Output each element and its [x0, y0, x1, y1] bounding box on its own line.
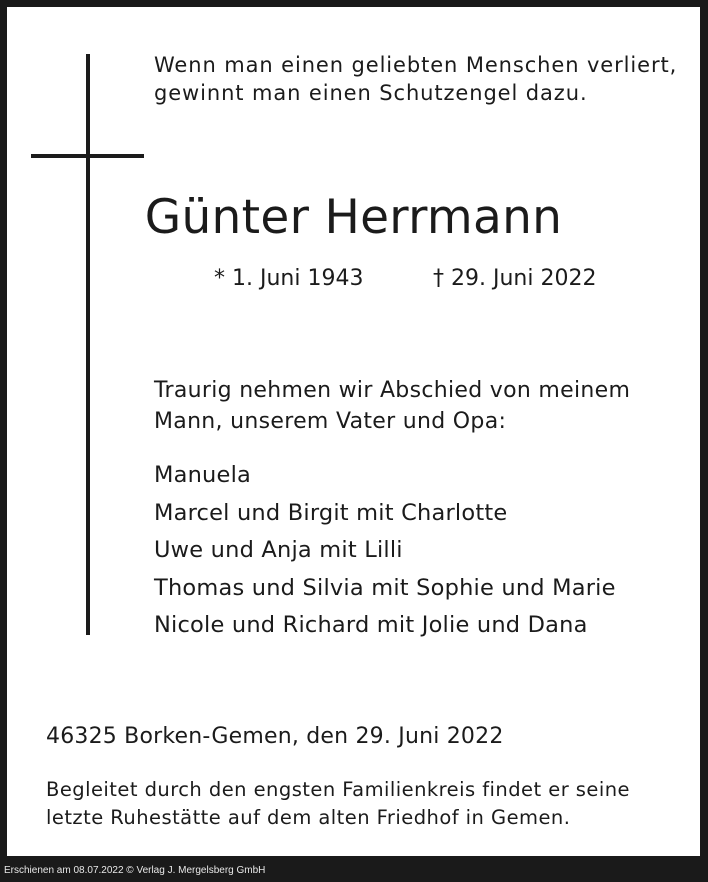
cross-horizontal-bar	[31, 154, 144, 158]
deceased-name-container	[7, 190, 700, 246]
farewell-intro-line: Mann, unserem Vater und Opa:	[154, 409, 507, 434]
quote-line: Wenn man einen geliebten Menschen verliert,	[154, 53, 678, 77]
burial-note	[46, 776, 630, 832]
farewell-intro	[154, 375, 630, 437]
quote	[154, 51, 677, 107]
family-member: Thomas und Silvia mit Sophie und Marie	[154, 574, 616, 601]
family-member: Manuela	[154, 462, 252, 488]
burial-note-line: Begleitet durch den engsten Familienkreis findet er seine	[46, 778, 630, 801]
death-date: † 29. Juni 2022	[433, 266, 597, 291]
birth-date: * 1. Juni 1943	[214, 266, 364, 291]
obituary-card	[7, 7, 700, 856]
family-member: Nicole und Richard mit Jolie und Dana	[154, 612, 588, 638]
farewell-intro-line: Traurig nehmen wir Abschied von meinem	[154, 378, 631, 403]
burial-note-line: letzte Ruhestätte auf dem alten Friedhof in Gemen.	[46, 806, 571, 829]
publication-footer: Erschienen am 08.07.2022 © Verlag J. Mergelsberg GmbH	[4, 865, 266, 876]
deceased-name: Günter Herrmann	[144, 190, 563, 245]
place-date: 46325 Borken-Gemen, den 29. Juni 2022	[46, 724, 504, 749]
cross-vertical-bar	[86, 54, 90, 635]
quote-line: gewinnt man einen Schutzengel dazu.	[154, 81, 588, 105]
family-member: Marcel und Birgit mit Charlotte	[154, 499, 508, 526]
family-list	[154, 457, 616, 645]
family-member: Uwe und Anja mit Lilli	[154, 537, 403, 563]
